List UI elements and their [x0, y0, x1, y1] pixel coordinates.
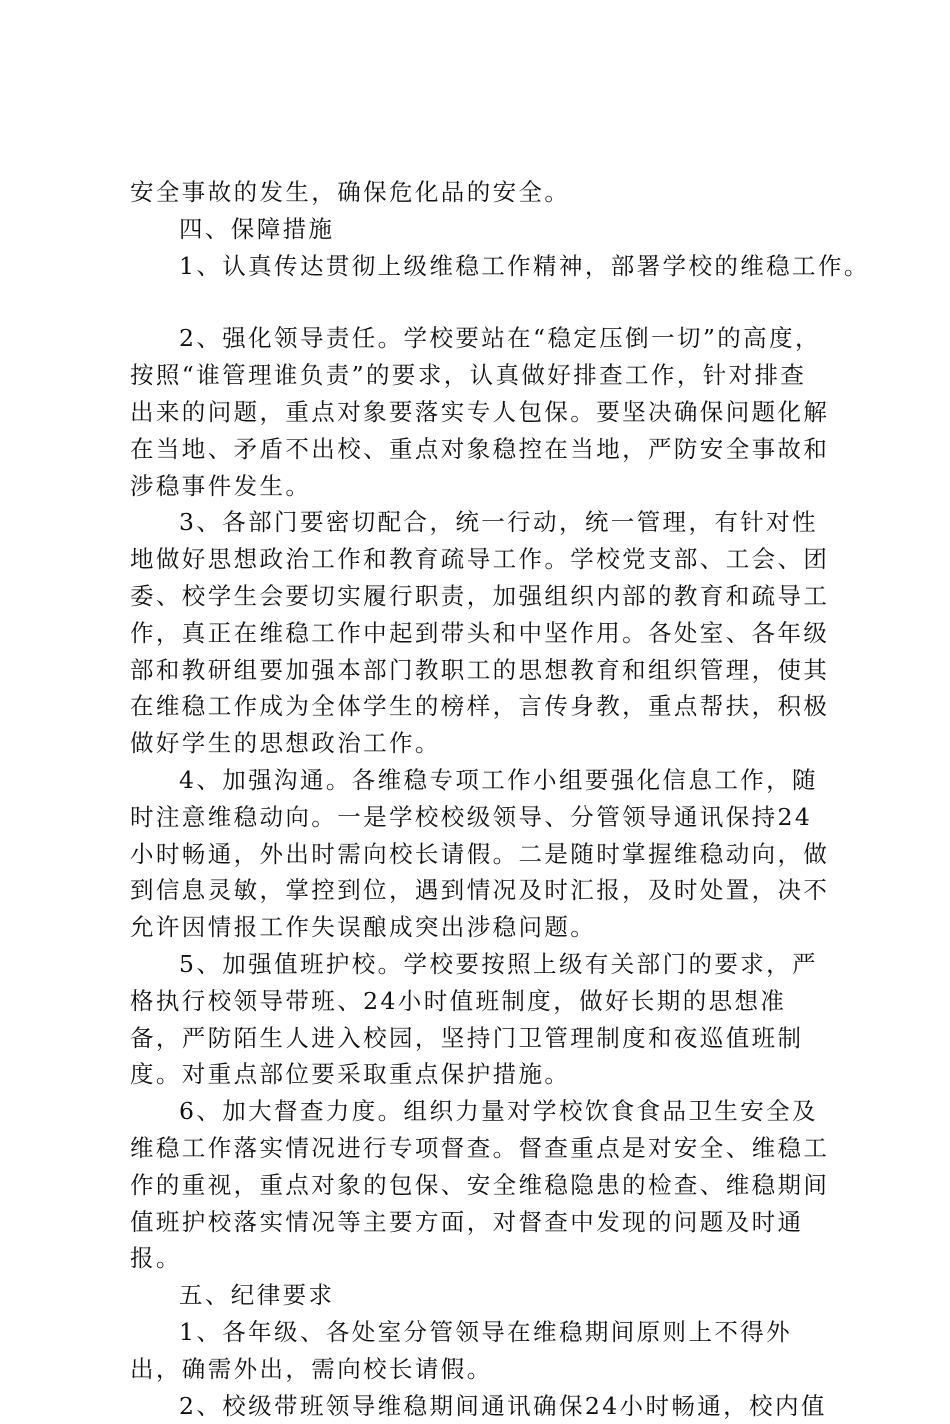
document-body — [130, 174, 830, 1424]
list-item-1: 1、认真传达贯彻上级维稳工作精神，部署学校的维稳工作。 — [130, 248, 830, 285]
discipline-item-1: 1、各年级、各处室分管领导在维稳期间原则上不得外出，确需外出，需向校长请假。 — [130, 1314, 830, 1388]
list-item-3: 3、各部门要密切配合，统一行动，统一管理，有针对性地做好思想政治工作和教育疏导工作。学校党支部、工会、团委、校学生会要切实履行职责，加强组织内部的教育和疏导工作，真正在维稳工作中起到带头和中坚作用。各处室、各年级部和教研组要加强本部门教职工的思想教育和组织管理，使其在维稳工作成为全体学生的榜样，言传身教，重点帮扶，积极做好学生的思想政治工作。 — [130, 504, 830, 762]
section-heading-discipline: 五、纪律要求 — [130, 1277, 830, 1314]
list-item-5: 5、加强值班护校。学校要按照上级有关部门的要求，严格执行校领导带班、24小时值班制度，做好长期的思想准备，严防陌生人进入校园，坚持门卫管理制度和夜巡值班制度。对重点部位要采取重点保护措施。 — [130, 946, 830, 1093]
list-item-2: 2、强化领导责任。学校要站在“稳定压倒一切”的高度，按照“谁管理谁负责”的要求，认真做好排查工作，针对排查出来的问题，重点对象要落实专人包保。要坚决确保问题化解在当地、矛盾不出校、重点对象稳控在当地，严防安全事故和涉稳事件发生。 — [130, 320, 830, 504]
list-item-6: 6、加大督查力度。组织力量对学校饮食食品卫生安全及维稳工作落实情况进行专项督查。督查重点是对安全、维稳工作的重视，重点对象的包保、安全维稳隐患的检查、维稳期间值班护校落实情况等主要方面，对督查中发现的问题及时通报。 — [130, 1093, 830, 1277]
list-item-4: 4、加强沟通。各维稳专项工作小组要强化信息工作，随时注意维稳动向。一是学校校级领导、分管领导通讯保持24小时畅通，外出时需向校长请假。二是随时掌握维稳动向，做到信息灵敏，掌控到位，遇到情况及时汇报，及时处置，决不允许因情报工作失误酿成突出涉稳问题。 — [130, 762, 830, 946]
paragraph-continuation: 安全事故的发生，确保危化品的安全。 — [130, 174, 830, 211]
section-heading-safeguards: 四、保障措施 — [130, 211, 830, 248]
discipline-item-2: 2、校级带班领导维稳期间通讯确保24小时畅通，校内值 — [130, 1388, 830, 1424]
